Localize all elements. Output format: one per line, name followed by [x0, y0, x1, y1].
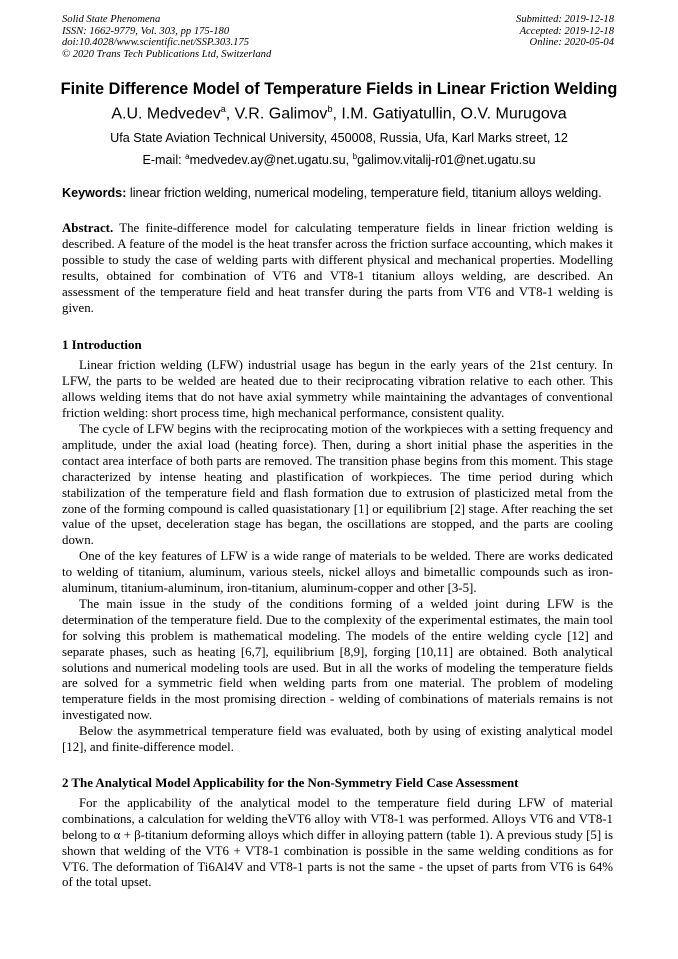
separator: , — [225, 105, 235, 123]
journal-name: Solid State Phenomena — [62, 14, 161, 25]
section-heading: 2 The Analytical Model Applicability for the Non-Symmetry Field Case Assessment — [62, 776, 519, 790]
author-affiliation-mark: a — [220, 104, 226, 114]
section-heading: 1 Introduction — [62, 338, 142, 353]
email-link[interactable]: medvedev.ay@net.ugatu.su — [189, 153, 346, 168]
author-list — [0, 104, 678, 123]
paragraph: The main issue in the study of the conditions forming of a welded joint during LFW is the determination of the temperature field. Due to the complexity of the experimental estimates, the main tool for solving this problem is mathematical modeling. The models of the entire welding cycle [12] and separate phases, such as heating [6,7], equilibrium [8,9], forging [10,11] are obtained. Both analytical solutions and numerical modeling tools are used. But in all the works of modeling the temperature fields are solved for a symmetric field when welding parts from one material. The problem of modeling temperature fields in the most promising direction - welding of combinations of materials remains is not investigated now. — [62, 596, 613, 723]
email-link[interactable]: galimov.vitalij-r01@net.ugatu.su — [357, 153, 536, 168]
author: A.U. Medvedev — [111, 105, 221, 123]
paper-body — [62, 221, 613, 891]
issn-volume: ISSN: 1662-9779, Vol. 303, pp 175-180 — [62, 25, 230, 37]
paragraph: For the applicability of the analytical model to the temperature field during LFW of material combinations, a calculation for welding theVT6 alloy with VT8-1 was performed. Alloys VT6 and VT8-1 belong to α + β-titanium deforming alloys which differ in alloying pattern (table 1). A previous study [5] is shown that welding of the VT6 + VT8-1 combination is possible in the same welding conditions as for VT6. The deformation of Ti6Al4V and VT8-1 parts is not the same - the upset of parts from VT6 is 64% of the total upset. — [62, 795, 613, 890]
author: V.R. Galimov — [234, 105, 328, 123]
paragraph: Below the asymmetrical temperature field was evaluated, both by using of existing analytical model [12], and finite-difference model. — [62, 724, 613, 755]
paragraph: Linear friction welding (LFW) industrial usage has begun in the early years of the 21st century. In LFW, the parts to be welded are heated due to their reciprocating vibration relative to each other. This allows welding items that do not have axial symmetry while maintaining the advantages of conventional friction welding: short process time, high mechanical performance, consistent quality. — [62, 358, 613, 421]
author: I.M. Gatiyatullin — [341, 105, 452, 123]
abstract — [62, 221, 613, 316]
author-affiliation-mark: b — [327, 104, 333, 114]
copyright: © 2020 Trans Tech Publications Ltd, Switzerland — [62, 48, 272, 60]
accepted-date: Accepted: 2019-12-18 — [519, 25, 614, 37]
publication-dates — [516, 14, 614, 49]
separator: , — [451, 105, 461, 123]
online-date: Online: 2020-05-04 — [529, 37, 614, 49]
doi: doi:10.4028/www.scientific.net/SSP.303.175 — [62, 37, 250, 49]
abstract-label: Abstract. — [62, 221, 114, 235]
paper-title: Finite Difference Model of Temperature Fields in Linear Friction Welding — [60, 80, 618, 98]
keywords-label: Keywords: — [62, 186, 127, 200]
journal-info — [62, 14, 271, 60]
keywords — [62, 186, 622, 200]
email-mark: a — [185, 152, 190, 161]
email-label: E-mail: — [142, 153, 186, 168]
author: O.V. Murugova — [460, 105, 567, 123]
abstract-text: The finite-difference model for calculating temperature fields in linear friction welding is described. A feature of the model is the heat transfer across the friction surface accounting, which makes it possible to study the case of welding parts with different physical and mechanical properties. Modelling results, obtained for combination of VT6 and VT8-1 titanium alloys welding, are described. An assessment of the temperature field and heat transfer during the parts from VT6 and VT8-1 welding is given. — [62, 221, 613, 315]
email-line — [0, 152, 678, 167]
separator: , — [332, 105, 342, 123]
submitted-date: Submitted: 2019-12-18 — [516, 14, 614, 25]
separator: , — [345, 153, 353, 168]
keywords-text: linear friction welding, numerical modeling, temperature field, titanium alloys welding. — [126, 186, 602, 200]
email-mark: b — [352, 152, 358, 161]
paragraph: The cycle of LFW begins with the reciprocating motion of the workpieces with a setting frequency and amplitude, under the axial load (heating force). Then, during a short initial phase the asperities in the contact area interface of both parts are removed. The transition phase begins from this moment. This stage characterized by intense heating and plastification of workpieces. The time period during which stabilization of the temperature field and flash formation due to extrusion of plasticized metal from the zone of the forming compound is called quasistationary [1] or equilibrium [2] stage. After reaching the set value of the upset, deceleration stage has began, the oscillations are stopped, and the parts are cooling down. — [62, 421, 613, 548]
paragraph: One of the key features of LFW is a wide range of materials to be welded. There are works dedicated to welding of titanium, aluminum, various steels, nickel alloys and bimetallic compounds such as iron-aluminum, titanium-aluminum, iron-titanium, aluminum-copper and other [3-5]. — [62, 549, 613, 596]
affiliation: Ufa State Aviation Technical University, 450008, Russia, Ufa, Karl Marks street, 12 — [110, 131, 568, 145]
